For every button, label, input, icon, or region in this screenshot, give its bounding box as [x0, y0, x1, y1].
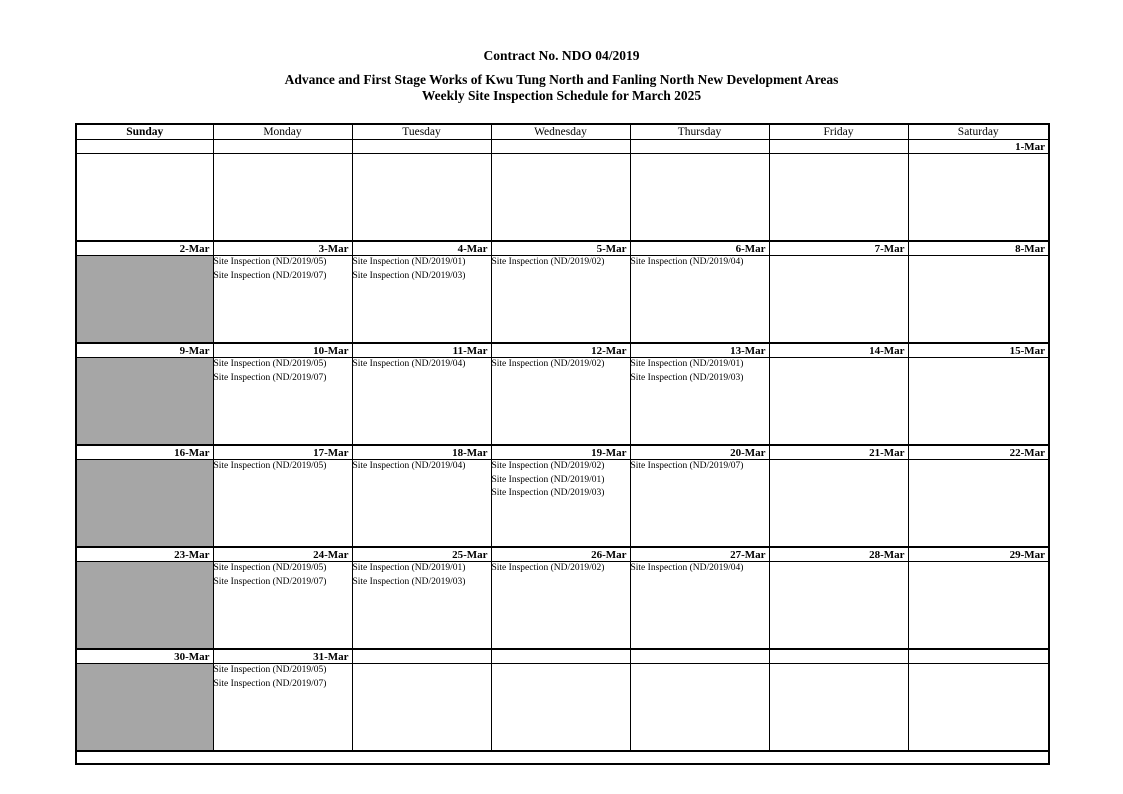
date-cell-empty — [213, 140, 352, 154]
inspection-entry: Site Inspection (ND/2019/07) — [213, 576, 327, 587]
day-cell — [352, 664, 491, 752]
day-cell — [213, 256, 352, 344]
date-cell-12-mar: 12-Mar — [491, 343, 630, 358]
date-cell-28-mar: 28-Mar — [769, 547, 908, 562]
day-cell — [908, 562, 1049, 650]
date-cell-9-mar: 9-Mar — [76, 343, 213, 358]
date-cell-1-mar: 1-Mar — [908, 140, 1049, 154]
date-cell-empty — [630, 140, 769, 154]
date-cell-empty — [352, 140, 491, 154]
date-cell-10-mar: 10-Mar — [213, 343, 352, 358]
day-header-tuesday: Tuesday — [352, 124, 491, 140]
inspection-entry: Site Inspection (ND/2019/05) — [213, 359, 327, 369]
week-5-date-row — [76, 547, 1049, 562]
day-header-friday: Friday — [769, 124, 908, 140]
date-cell-4-mar: 4-Mar — [352, 241, 491, 256]
schedule-name-title: Weekly Site Inspection Schedule for March 2025 — [421, 88, 702, 103]
date-cell-empty — [908, 649, 1049, 664]
day-cell — [769, 460, 908, 548]
day-header-wednesday: Wednesday — [491, 124, 630, 140]
date-cell-24-mar: 24-Mar — [213, 547, 352, 562]
day-cell — [630, 358, 769, 446]
inspection-entry: Site Inspection (ND/2019/01) — [352, 257, 466, 267]
inspection-entry: Site Inspection (ND/2019/03) — [630, 372, 744, 383]
day-cell — [769, 562, 908, 650]
date-cell-empty — [630, 649, 769, 664]
project-name-title: Advance and First Stage Works of Kwu Tung North and Fanling North New Development Areas — [284, 72, 839, 87]
day-cell — [213, 358, 352, 446]
inspection-entry: Site Inspection (ND/2019/02) — [491, 461, 605, 471]
date-cell-empty — [76, 140, 213, 154]
week-3-date-row — [76, 343, 1049, 358]
day-cell — [213, 460, 352, 548]
day-cell — [908, 358, 1049, 446]
date-cell-empty — [352, 649, 491, 664]
day-cell — [491, 358, 630, 446]
day-cell — [769, 358, 908, 446]
week-5-content-row — [76, 562, 1049, 650]
day-cell — [491, 664, 630, 752]
day-header-thursday: Thursday — [630, 124, 769, 140]
week-1-content-row — [76, 154, 1049, 242]
date-cell-29-mar: 29-Mar — [908, 547, 1049, 562]
inspection-entry: Site Inspection (ND/2019/01) — [630, 359, 744, 369]
date-cell-5-mar: 5-Mar — [491, 241, 630, 256]
date-cell-17-mar: 17-Mar — [213, 445, 352, 460]
day-cell — [76, 154, 213, 242]
week-1-date-row — [76, 140, 1049, 154]
date-cell-empty — [491, 649, 630, 664]
calendar-body — [76, 124, 1049, 764]
day-cell — [491, 154, 630, 242]
date-cell-7-mar: 7-Mar — [769, 241, 908, 256]
document-title-block — [0, 48, 1123, 104]
day-cell — [908, 256, 1049, 344]
date-cell-21-mar: 21-Mar — [769, 445, 908, 460]
contract-number-title: Contract No. NDO 04/2019 — [483, 48, 640, 63]
date-cell-3-mar: 3-Mar — [213, 241, 352, 256]
inspection-entry: Site Inspection (ND/2019/04) — [352, 359, 466, 369]
date-cell-8-mar: 8-Mar — [908, 241, 1049, 256]
day-cell — [630, 562, 769, 650]
day-cell — [213, 664, 352, 752]
date-cell-18-mar: 18-Mar — [352, 445, 491, 460]
inspection-entry: Site Inspection (ND/2019/07) — [213, 270, 327, 281]
date-cell-31-mar: 31-Mar — [213, 649, 352, 664]
date-cell-2-mar: 2-Mar — [76, 241, 213, 256]
day-cell — [630, 154, 769, 242]
day-cell-shaded — [76, 358, 213, 446]
day-cell-shaded — [76, 664, 213, 752]
date-cell-empty — [491, 140, 630, 154]
day-cell — [769, 154, 908, 242]
calendar-table — [75, 123, 1050, 765]
inspection-entry: Site Inspection (ND/2019/05) — [213, 461, 327, 471]
date-cell-16-mar: 16-Mar — [76, 445, 213, 460]
inspection-entry: Site Inspection (ND/2019/04) — [630, 563, 744, 573]
inspection-entry: Site Inspection (ND/2019/05) — [213, 665, 327, 675]
inspection-entry: Site Inspection (ND/2019/07) — [213, 678, 327, 689]
week-2-date-row — [76, 241, 1049, 256]
date-cell-6-mar: 6-Mar — [630, 241, 769, 256]
day-header-sunday: Sunday — [76, 124, 213, 140]
week-4-content-row — [76, 460, 1049, 548]
date-cell-27-mar: 27-Mar — [630, 547, 769, 562]
inspection-entry: Site Inspection (ND/2019/07) — [213, 372, 327, 383]
day-cell-shaded — [76, 562, 213, 650]
inspection-entry: Site Inspection (ND/2019/05) — [213, 257, 327, 267]
week-6-date-row — [76, 649, 1049, 664]
day-cell — [352, 358, 491, 446]
inspection-entry: Site Inspection (ND/2019/04) — [352, 461, 466, 471]
date-cell-25-mar: 25-Mar — [352, 547, 491, 562]
day-cell — [630, 256, 769, 344]
week-2-content-row — [76, 256, 1049, 344]
day-header-row — [76, 124, 1049, 140]
day-cell — [908, 664, 1049, 752]
day-cell — [630, 664, 769, 752]
date-cell-empty — [769, 649, 908, 664]
day-cell — [213, 562, 352, 650]
day-cell — [769, 256, 908, 344]
date-cell-20-mar: 20-Mar — [630, 445, 769, 460]
inspection-entry: Site Inspection (ND/2019/02) — [491, 563, 605, 573]
date-cell-13-mar: 13-Mar — [630, 343, 769, 358]
week-6-content-row — [76, 664, 1049, 752]
day-cell — [491, 562, 630, 650]
inspection-entry: Site Inspection (ND/2019/03) — [352, 270, 466, 281]
day-cell — [213, 154, 352, 242]
inspection-entry: Site Inspection (ND/2019/01) — [352, 563, 466, 573]
day-cell — [352, 460, 491, 548]
inspection-entry: Site Inspection (ND/2019/02) — [491, 257, 605, 267]
inspection-entry: Site Inspection (ND/2019/03) — [352, 576, 466, 587]
date-cell-30-mar: 30-Mar — [76, 649, 213, 664]
inspection-entry: Site Inspection (ND/2019/07) — [630, 461, 744, 471]
day-cell — [908, 460, 1049, 548]
inspection-entry: Site Inspection (ND/2019/01) — [491, 474, 605, 485]
day-cell — [769, 664, 908, 752]
week-3-content-row — [76, 358, 1049, 446]
day-cell — [630, 460, 769, 548]
date-cell-14-mar: 14-Mar — [769, 343, 908, 358]
day-cell — [908, 154, 1049, 242]
day-header-monday: Monday — [213, 124, 352, 140]
date-cell-empty — [769, 140, 908, 154]
date-cell-19-mar: 19-Mar — [491, 445, 630, 460]
day-cell — [491, 460, 630, 548]
date-cell-26-mar: 26-Mar — [491, 547, 630, 562]
date-cell-22-mar: 22-Mar — [908, 445, 1049, 460]
bottom-filler-cell — [76, 751, 1049, 764]
day-cell — [352, 562, 491, 650]
inspection-entry: Site Inspection (ND/2019/03) — [491, 488, 605, 498]
inspection-entry: Site Inspection (ND/2019/04) — [630, 257, 744, 267]
date-cell-15-mar: 15-Mar — [908, 343, 1049, 358]
date-cell-11-mar: 11-Mar — [352, 343, 491, 358]
day-cell — [352, 154, 491, 242]
date-cell-23-mar: 23-Mar — [76, 547, 213, 562]
day-cell — [352, 256, 491, 344]
day-cell — [491, 256, 630, 344]
bottom-filler-row — [76, 751, 1049, 764]
inspection-entry: Site Inspection (ND/2019/05) — [213, 563, 327, 573]
week-4-date-row — [76, 445, 1049, 460]
inspection-entry: Site Inspection (ND/2019/02) — [491, 359, 605, 369]
day-header-saturday: Saturday — [908, 124, 1049, 140]
day-cell-shaded — [76, 460, 213, 548]
day-cell-shaded — [76, 256, 213, 344]
